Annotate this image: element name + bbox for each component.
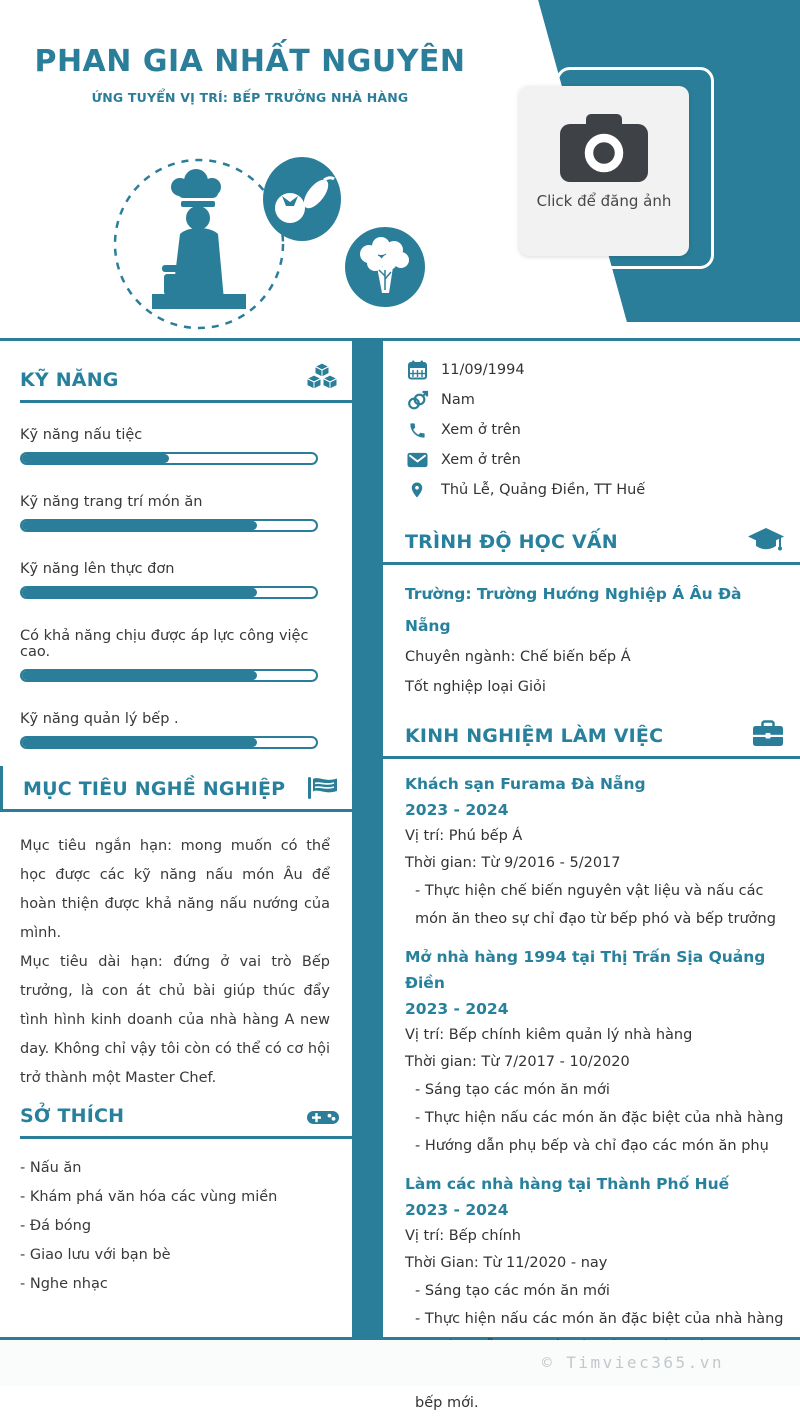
photo-upload-label: Click để đăng ảnh	[536, 192, 672, 210]
objective-section-heading	[0, 766, 352, 812]
job-position: Vị trí: Bếp chính	[405, 1228, 521, 1244]
phone-value: Xem ở trên	[441, 422, 521, 438]
hobbies-title: SỞ THÍCH	[20, 1105, 125, 1127]
job-time: Thời gian: Từ 9/2016 - 5/2017	[405, 855, 621, 871]
email-row	[405, 445, 785, 475]
skills-section-heading	[20, 361, 352, 403]
flag-icon	[306, 776, 340, 800]
experience-section-heading	[383, 702, 800, 759]
hobbies-list	[20, 1154, 332, 1299]
skill-label: Kỹ năng lên thực đơn	[20, 561, 175, 577]
skill-item	[20, 616, 318, 682]
job-company: Khách sạn Furama Đà Nẵng	[405, 775, 646, 793]
job-duty: - Thực hiện nấu các món ăn đặc biệt của nhà hàng	[415, 1110, 784, 1126]
objective-paragraph: Mục tiêu dài hạn: đứng ở vai trò Bếp trưởng, là con át chủ bài giúp thúc đẩy tình hình kinh doanh của nhà hàng A new day. Không chỉ vậy tôi còn có thể có cơ hội trở thành một Master Chef.	[20, 954, 330, 1086]
left-column	[0, 341, 352, 1299]
camera-icon	[558, 110, 650, 184]
skill-bar	[20, 452, 318, 465]
skill-item	[20, 699, 318, 749]
skill-bar	[20, 519, 318, 532]
personal-info-list	[405, 355, 785, 505]
hobby-item: - Nghe nhạc	[20, 1276, 108, 1292]
objective-text	[20, 832, 330, 1093]
email-value: Xem ở trên	[441, 452, 521, 468]
chef-illustration	[100, 150, 440, 332]
candidate-name: PHAN GIA NHẤT NGUYÊN	[34, 44, 466, 79]
experience-list	[405, 771, 790, 1417]
phone-icon	[405, 421, 429, 440]
birthday-row	[405, 355, 785, 385]
skill-label: Kỹ năng trang trí món ăn	[20, 494, 203, 510]
education-block	[405, 578, 785, 702]
job-duty: - Sáng tạo các món ăn mới	[415, 1082, 610, 1098]
photo-upload-button[interactable]	[519, 86, 689, 256]
job-duty: - Sáng tạo các món ăn mới	[415, 1283, 610, 1299]
skill-label: Kỹ năng quản lý bếp .	[20, 711, 179, 727]
graduation-cap-icon	[747, 527, 785, 553]
gamepad-icon	[306, 1108, 340, 1127]
address-row	[405, 475, 785, 505]
column-divider-bar	[352, 341, 383, 1351]
gender-value: Nam	[441, 392, 475, 408]
birthday-value: 11/09/1994	[441, 362, 525, 378]
hobby-item: - Nấu ăn	[20, 1160, 82, 1176]
phone-row	[405, 415, 785, 445]
hobby-item: - Khám phá văn hóa các vùng miền	[20, 1189, 278, 1205]
job-item	[405, 944, 790, 1160]
right-column	[383, 341, 800, 1428]
skill-bar	[20, 669, 318, 682]
email-icon	[405, 452, 429, 468]
copyright-watermark: © Timviec365.vn	[542, 1353, 724, 1372]
education-title: TRÌNH ĐỘ HỌC VẤN	[405, 531, 618, 553]
briefcase-icon	[751, 720, 785, 747]
skill-bar	[20, 586, 318, 599]
skill-item	[20, 549, 318, 599]
education-major: Chuyên ngành: Chế biến bếp Á	[405, 649, 631, 665]
job-duty: - Thực hiện nấu các món ăn đặc biệt của nhà hàng	[415, 1311, 784, 1327]
job-period: 2023 - 2024	[405, 801, 509, 819]
hobby-item: - Giao lưu với bạn bè	[20, 1247, 171, 1263]
hobby-item: - Đá bóng	[20, 1218, 92, 1234]
location-icon	[405, 480, 429, 500]
experience-title: KINH NGHIỆM LÀM VIỆC	[405, 725, 664, 747]
education-school: Trường: Trường Hướng Nghiệp Á Âu Đà Nẵng	[405, 585, 742, 635]
gender-row	[405, 385, 785, 415]
job-duty: - Thực hiện chế biến nguyên vật liệu và nấu các món ăn theo sự chỉ đạo từ bếp phó và bếp trưởng	[415, 883, 776, 927]
skills-list	[20, 415, 318, 749]
applied-position: ỨNG TUYỂN VỊ TRÍ: BẾP TRƯỞNG NHÀ HÀNG	[91, 90, 409, 105]
job-item	[405, 771, 790, 933]
skill-label: Kỹ năng nấu tiệc	[20, 427, 143, 443]
skill-bar	[20, 736, 318, 749]
hobbies-section-heading	[20, 1105, 352, 1139]
calendar-icon	[405, 360, 429, 380]
job-period: 2023 - 2024	[405, 1201, 509, 1219]
job-position: Vị trí: Bếp chính kiêm quản lý nhà hàng	[405, 1027, 693, 1043]
skill-item	[20, 415, 318, 465]
skill-label: Có khả năng chịu được áp lực công việc cao.	[20, 628, 309, 660]
job-period: 2023 - 2024	[405, 1000, 509, 1018]
job-company: Mở nhà hàng 1994 tại Thị Trấn Sịa Quảng Điền	[405, 948, 766, 992]
job-position: Vị trí: Phú bếp Á	[405, 828, 523, 844]
footer	[0, 1340, 800, 1386]
job-duty: bếp mới.	[415, 1395, 479, 1411]
job-time: Thời gian: Từ 7/2017 - 10/2020	[405, 1054, 630, 1070]
objective-title: MỤC TIÊU NGHỀ NGHIỆP	[23, 778, 286, 800]
skills-title: KỸ NĂNG	[20, 369, 119, 391]
job-duty: - Hướng dẫn phụ bếp và chỉ đạo các món ăn phụ	[415, 1138, 769, 1154]
gender-icon	[405, 390, 429, 410]
objective-paragraph: Mục tiêu ngắn hạn: mong muốn có thể học được các kỹ năng nấu món Âu để hoàn thiện được khả năng nấu nướng của mình.	[20, 838, 330, 941]
education-grade: Tốt nghiệp loại Giỏi	[405, 679, 546, 695]
job-time: Thời Gian: Từ 11/2020 - nay	[405, 1255, 608, 1271]
job-company: Làm các nhà hàng tại Thành Phố Huế	[405, 1175, 730, 1193]
education-section-heading	[383, 505, 800, 565]
address-value: Thủ Lễ, Quảng Điền, TT Huế	[441, 482, 646, 498]
cubes-icon	[304, 361, 340, 391]
skill-item	[20, 482, 318, 532]
